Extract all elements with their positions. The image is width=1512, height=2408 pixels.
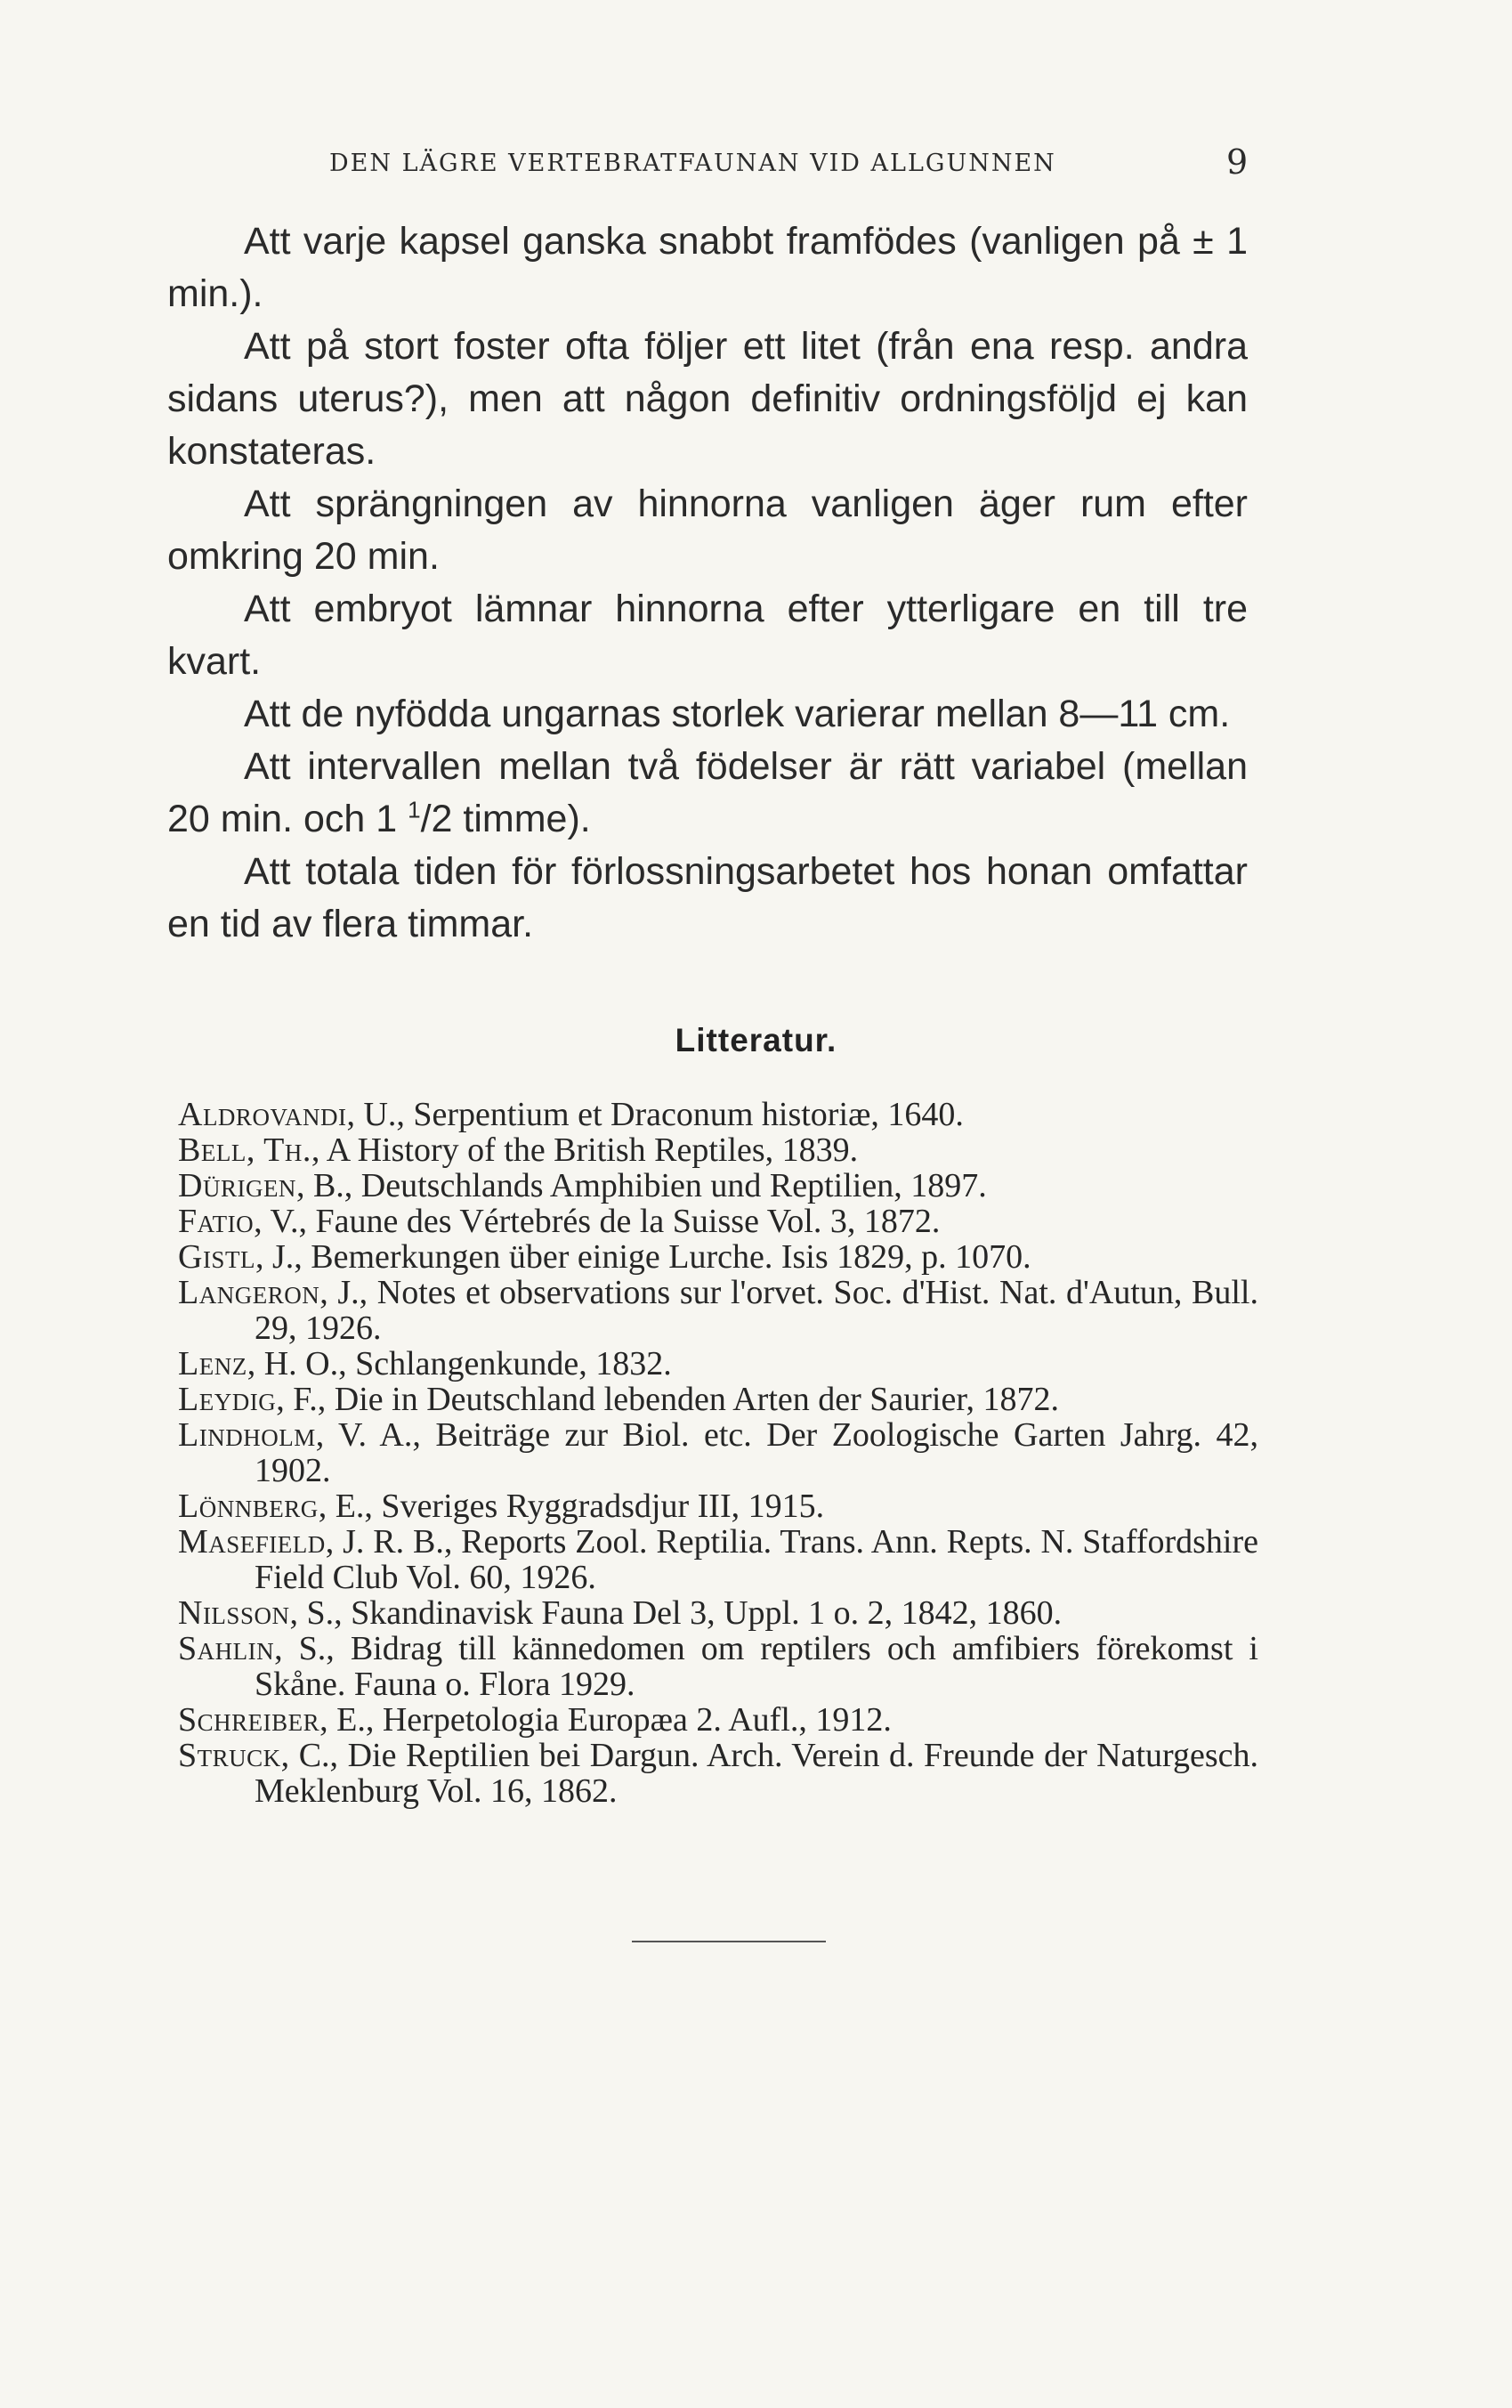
reference-item [178,1168,1258,1204]
reference-details: , A History of the British Reptiles, 1839. [311,1131,859,1169]
reference-details: , C., Die Reptilien bei Dargun. Arch. Verein d. Freunde der Naturgesch. Meklenburg Vol. 16, 1862. [255,1737,1258,1810]
reference-item [178,1346,1258,1382]
paragraph: Att totala tiden för förlossningsarbetet hos honan omfattar en tid av flera timmar. [167,850,1248,945]
paragraph: Att de nyfödda ungarnas storlek varierar mellan 8—11 cm. [244,693,1231,735]
literature-heading: Litteratur. [675,1022,837,1058]
reference-author: Aldrovandi [178,1096,347,1133]
reference-details: , V. A., Beiträge zur Biol. etc. Der Zoologische Garten Jahrg. 42, 1902. [255,1416,1258,1489]
reference-author: Masefield [178,1523,326,1561]
reference-details: , S., Bidrag till kännedomen om reptilers och amfibiers förekomst i Skåne. Fauna o. Flora 1929. [255,1630,1258,1703]
reference-author: Fatio [178,1203,255,1240]
reference-item [178,1595,1258,1631]
reference-item [178,1275,1258,1346]
reference-author: Leydig [178,1381,277,1418]
fraction-denominator: /2 [420,798,453,840]
end-rule [632,1941,826,1942]
reference-item [178,1702,1258,1738]
reference-author: Struck [178,1737,281,1774]
reference-item [178,1417,1258,1488]
paragraph: Att embryot lämnar hinnorna efter ytterligare en till tre kvart. [167,588,1248,683]
reference-details: , V., Faune des Vértebrés de la Suisse Vol. 3, 1872. [254,1203,941,1240]
reference-details: , U., Serpentium et Draconum historiæ, 1640. [346,1096,964,1133]
paragraph: Att varje kapsel ganska snabbt framfödes (vanligen på ± 1 min.). [167,220,1248,315]
reference-author: Lenz [178,1345,247,1382]
reference-details: , J. R. B., Reports Zool. Reptilia. Trans. Ann. Repts. N. Staffordshire Field Club Vol. 60, 1926. [255,1523,1258,1596]
page-number: 9 [1226,142,1249,182]
reference-details: , E., Sveriges Ryggradsdjur III, 1915. [318,1488,825,1525]
reference-author: Nilsson [178,1594,290,1632]
reference-details: , E., Herpetologia Europæa 2. Aufl., 1912. [319,1701,892,1739]
reference-item [178,1097,1258,1132]
paragraph [167,741,1248,846]
reference-item [178,1524,1258,1595]
paragraph-text: Att intervallen mellan två födelser är rätt variabel (mellan 20 min. och 1 [167,745,1248,840]
reference-author: Schreiber [178,1701,320,1739]
paragraph: Att på stort foster ofta följer ett litet (från ena resp. andra sidans uterus?), men att någon definitiv ordningsföljd ej kan konstateras. [167,325,1248,473]
reference-item [178,1132,1258,1168]
reference-list [178,1097,1258,1809]
reference-author: Lönnberg [178,1488,319,1525]
reference-item [178,1631,1258,1702]
reference-details: , F., Die in Deutschland lebenden Arten der Saurier, 1872. [276,1381,1059,1418]
fraction-numerator: 1 [408,796,421,823]
reference-details: , B., Deutschlands Amphibien und Reptilien, 1897. [295,1167,987,1204]
reference-details: , J., Notes et observations sur l'orvet. Soc. d'Hist. Nat. d'Autun, Bull. 29, 1926. [255,1274,1258,1347]
reference-details: , J., Bemerkungen über einige Lurche. Isis 1829, p. 1070. [255,1238,1031,1276]
reference-item [178,1488,1258,1524]
reference-author: Gistl [178,1238,255,1276]
reference-author: Langeron [178,1274,320,1311]
reference-item [178,1239,1258,1275]
reference-author: Sahlin [178,1630,275,1667]
reference-item [178,1204,1258,1239]
body-text [167,215,1248,951]
reference-details: , H. O., Schlangenkunde, 1832. [247,1345,672,1382]
reference-author: Bell, Th. [178,1131,311,1169]
reference-item [178,1738,1258,1809]
paragraph: Att sprängningen av hinnorna vanligen äger rum efter omkring 20 min. [167,482,1248,578]
running-title: DEN LÄGRE VERTEBRATFAUNAN VID ALLGUNNEN [329,150,1056,177]
reference-author: Dürigen [178,1167,296,1204]
paragraph-text: timme). [452,798,591,840]
reference-details: , S., Skandinavisk Fauna Del 3, Uppl. 1 o. 2, 1842, 1860. [289,1594,1063,1632]
reference-item [178,1382,1258,1417]
reference-author: Lindholm [178,1416,316,1454]
